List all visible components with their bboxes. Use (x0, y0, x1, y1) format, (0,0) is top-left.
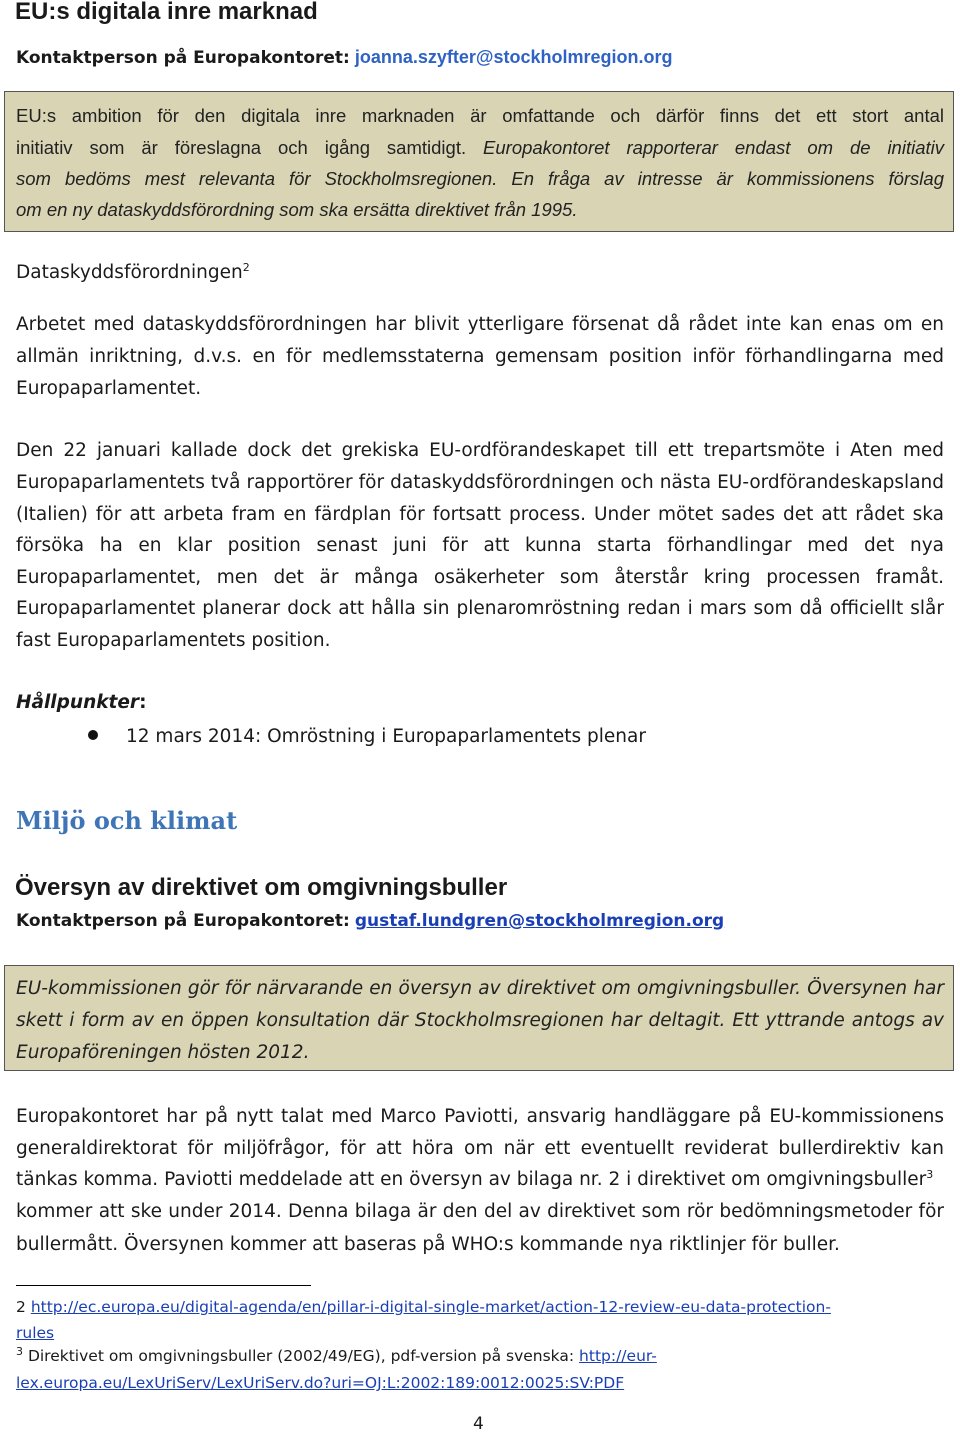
milestones-label: Hållpunkter (16, 692, 140, 713)
contact-line (16, 47, 672, 68)
paragraph-line: Europaparlamentet, men det är många osäkerheter som återstår kring processen framåt. (16, 567, 944, 588)
contact-email-link[interactable]: joanna.szyfter@stockholmregion.org (354, 47, 673, 67)
box-line: skett i form av en öppen konsultation där Stockholmsregionen har deltagit. Ett yttrande antogs av (16, 1010, 944, 1031)
box-line: Europaföreningen hösten 2012. (16, 1042, 310, 1063)
box-line-part: initiativ som är föreslagna och igång samtidigt. (16, 137, 467, 158)
box-line-italic: som bedöms mest relevanta för Stockholmsregionen. (16, 168, 498, 189)
paragraph-line: kommer att ske under 2014. Denna bilaga är den del av direktivet som rör bedömningsmetoder för (16, 1201, 944, 1222)
footnote-number: 2 (16, 1298, 26, 1316)
section-title: EU:s digitala inre marknad (15, 0, 318, 25)
footnote-link[interactable]: http://eur- (579, 1347, 657, 1365)
contact-label: Kontaktperson på Europakontoret: (16, 911, 350, 931)
box-line-italic: Europakontoret rapporterar endast om de initiativ (483, 137, 944, 158)
paragraph-line: fast Europaparlamentets position. (16, 630, 331, 651)
milestone-item: 12 mars 2014: Omröstning i Europaparlamentets plenar (126, 726, 646, 747)
footnote-divider (16, 1285, 311, 1286)
paragraph-line: Den 22 januari kallade dock det grekiska EU-ordförandeskapet till ett trepartsmöte i Aten med (16, 440, 944, 461)
page-number: 4 (473, 1414, 484, 1434)
paragraph-line: (Italien) för att arbeta fram en färdplan för fortsatt process. Under mötet sades det att rådet ska (16, 504, 944, 525)
summary-box (4, 965, 954, 1071)
box-line (16, 199, 944, 221)
footnote-link[interactable]: lex.europa.eu/LexUriServ/LexUriServ.do?uri=OJ:L:2002:189:0012:0025:SV:PDF (16, 1374, 625, 1392)
paragraph-line: allmän inriktning, d.v.s. en för medlemsstaterna gemensam position inför förhandlingarna med (16, 346, 944, 367)
paragraph-line: generaldirektorat för miljöfrågor, för att höra om när ett eventuellt reviderat bullerdirektiv kan (16, 1138, 944, 1159)
footnote-ref[interactable]: 3 (926, 1167, 934, 1181)
section-heading: Miljö och klimat (16, 806, 238, 835)
paragraph-line: Europaparlamentet. (16, 378, 202, 399)
footnote-ref[interactable]: 2 (242, 260, 250, 274)
paragraph-line: bullermått. Översynen kommer att baseras på WHO:s kommande nya riktlinjer för buller. (16, 1234, 840, 1255)
paragraph-line: Europaparlamentets två rapportörer för dataskyddsförordningen och nästa EU-ordförandeskapsland (16, 472, 944, 493)
box-line: EU:s ambition för den digitala inre marknaden är omfattande och därför finns det ett stort antal (16, 105, 944, 126)
bullet-icon (88, 730, 98, 740)
footnote-2 (16, 1298, 831, 1316)
box-line (16, 137, 944, 159)
milestones-colon: : (139, 692, 147, 713)
footnote-2-cont (16, 1324, 54, 1342)
footnote-3 (16, 1344, 657, 1365)
subheading-text: Dataskyddsförordningen (16, 262, 243, 283)
box-line-italic: En fråga av intresse är kommissionens förslag (511, 168, 944, 189)
paragraph-line: Europaparlamentet planerar dock att hålla sin plenaromröstning redan i mars som då officiellt slår (16, 598, 944, 619)
milestones-heading (16, 692, 146, 713)
box-line (16, 168, 944, 190)
paragraph-line: försöka ha en klar position senast juni för att kunna starta förhandlingar med det nya (16, 535, 944, 556)
footnote-3-cont (16, 1374, 624, 1392)
contact-label: Kontaktperson på Europakontoret: (16, 48, 350, 68)
paragraph-text: tänkas komma. Paviotti meddelade att en översyn av bilaga nr. 2 i direktivet om omgivningsbuller (16, 1169, 927, 1190)
paragraph-line: Europakontoret har på nytt talat med Marco Paviotti, ansvarig handläggare på EU-kommissionens (16, 1106, 944, 1127)
section-title: Översyn av direktivet om omgivningsbuller (15, 874, 508, 901)
contact-line (16, 910, 724, 931)
paragraph-line (16, 1169, 944, 1190)
contact-email-link[interactable]: gustaf.lundgren@stockholmregion.org (354, 911, 725, 931)
subheading (16, 262, 250, 283)
footnote-link[interactable]: http://ec.europa.eu/digital-agenda/en/pillar-i-digital-single-market/action-12-review-eu-data-protection- (30, 1298, 831, 1316)
box-line: EU-kommissionen gör för närvarande en översyn av direktivet om omgivningsbuller. Översynen har (16, 978, 944, 999)
footnote-link[interactable]: rules (16, 1324, 55, 1342)
footnote-number: 3 (16, 1344, 23, 1358)
summary-box (4, 91, 954, 232)
paragraph-line: Arbetet med dataskyddsförordningen har blivit ytterligare försenat då rådet inte kan enas om en (16, 314, 944, 335)
footnote-text: Direktivet om omgivningsbuller (2002/49/EG), pdf-version på svenska: (27, 1347, 575, 1365)
box-line-italic: om en ny dataskyddsförordning som ska ersätta direktivet från 1995. (16, 199, 578, 220)
